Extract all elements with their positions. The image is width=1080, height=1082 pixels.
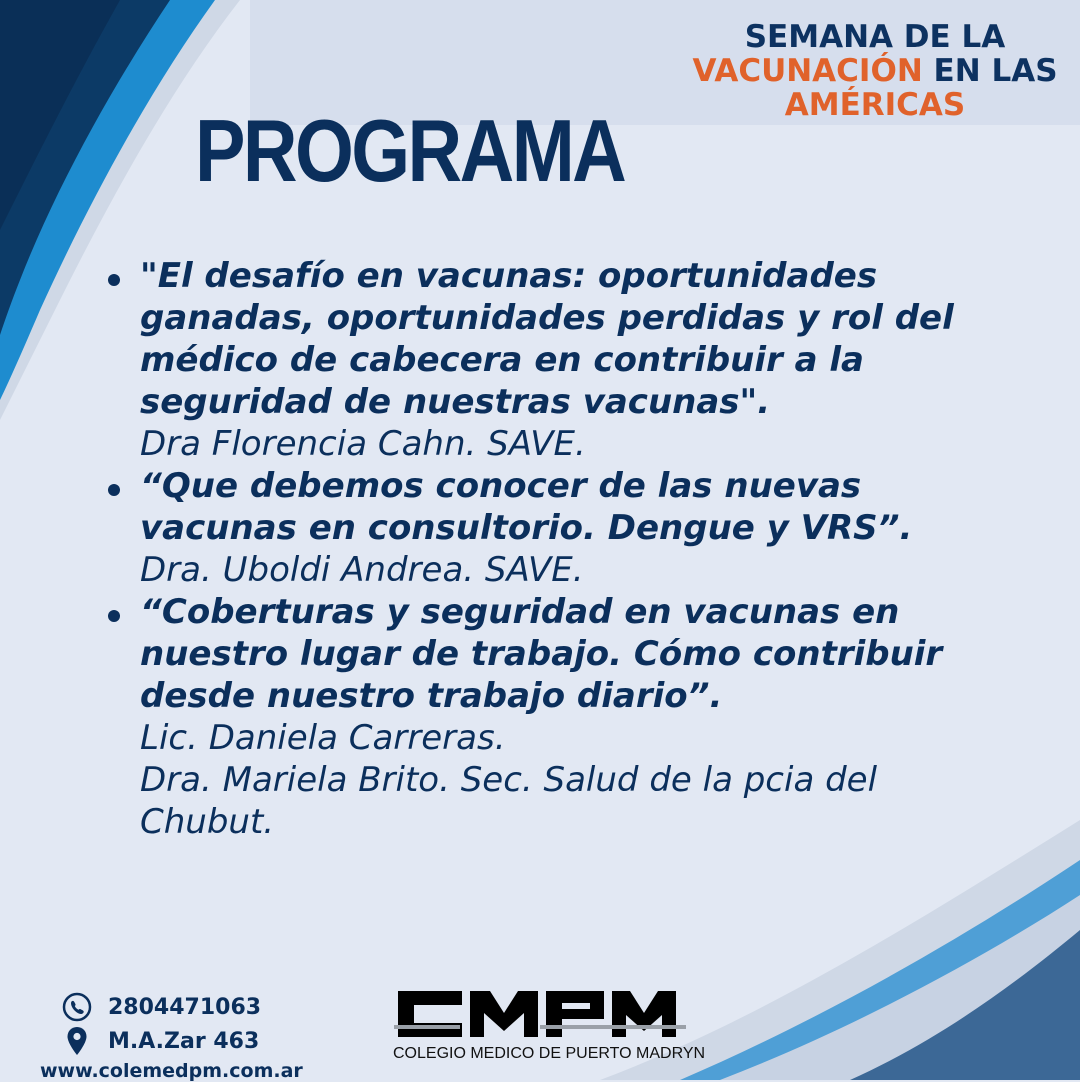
speaker-name: Dra. Uboldi Andrea. SAVE. (140, 550, 584, 590)
header-line-2-rest: EN LAS (922, 53, 1058, 89)
address-row (40, 1024, 303, 1058)
cmpm-logo (390, 985, 710, 1063)
logo-caption: COLEGIO MEDICO DE PUERTO MADRYN (393, 1045, 706, 1062)
website-link[interactable]: www.colemedpm.com.ar (40, 1060, 303, 1082)
program-item (100, 255, 1000, 465)
bullet-icon (108, 610, 120, 622)
contact-info (40, 990, 303, 1082)
bullet-icon (108, 274, 120, 286)
talk-title: "El desafío en vacunas: oportunidades ganadas, oportunidades perdidas y rol del médico de cabecera en contribuir a la seguridad de nuestras vacunas". (140, 256, 954, 422)
phone-number: 2804471063 (108, 994, 262, 1020)
header-line-1: SEMANA DE LA (744, 19, 1006, 55)
header-highlight-vacunacion: VACUNACIÓN (692, 53, 923, 89)
map-pin-icon (60, 1026, 94, 1056)
address: M.A.Zar 463 (108, 1028, 260, 1054)
speaker-name: Dra. Mariela Brito. Sec. Salud de la pcia del Chubut. (140, 760, 878, 842)
program-list (100, 255, 1000, 843)
header-highlight-americas: AMÉRICAS (784, 87, 966, 123)
speaker-name: Dra Florencia Cahn. SAVE. (140, 424, 586, 464)
speaker-name: Lic. Daniela Carreras. (140, 718, 506, 758)
program-item (100, 591, 1000, 843)
header-line-2 (670, 54, 1080, 88)
phone-icon (60, 992, 94, 1022)
logo-mark (390, 985, 690, 1043)
phone-row (40, 990, 303, 1024)
event-header (670, 20, 1080, 122)
page-title: PROGRAMA (195, 101, 625, 200)
talk-title: “Coberturas y seguridad en vacunas en nuestro lugar de trabajo. Cómo contribuir desde nuestro trabajo diario”. (140, 592, 943, 716)
program-item (100, 465, 1000, 591)
talk-title: “Que debemos conocer de las nuevas vacunas en consultorio. Dengue y VRS”. (140, 466, 913, 548)
bullet-icon (108, 484, 120, 496)
